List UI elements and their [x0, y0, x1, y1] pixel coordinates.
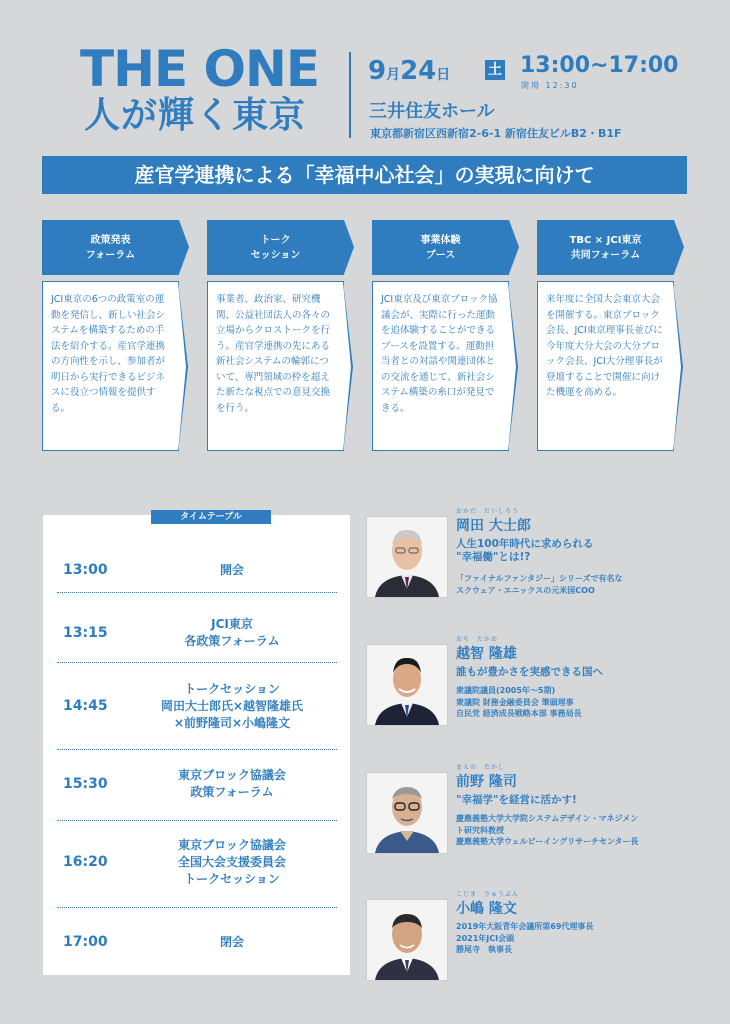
timetable-row: [57, 929, 337, 955]
timetable-row: [57, 766, 337, 802]
row-separator: [57, 749, 337, 750]
speaker-kana: こじま りゅうぶん: [456, 891, 520, 898]
speaker-card: [366, 764, 686, 854]
event-title-en: THE ONE: [80, 40, 320, 98]
program-title: TBC × JCI東京 共同フォーラム: [537, 220, 674, 275]
speaker-description: 衆議院議員(2005年〜5期) 衆議院 財務金融委員会 筆頭理事 自民党 経済成長戦略本部 事務局長: [456, 686, 582, 718]
timetable-row: [57, 615, 337, 651]
speaker-card: [366, 891, 686, 981]
row-separator: [57, 820, 337, 821]
program-body: JCI東京及び東京ブロック協議会が、実際に行った運動を追体験することができるブースを設置する。運動担当者との対話や関連団体との交流を通じて、新社会システム構築の糸口が発見できる。: [372, 281, 509, 451]
row-time: 13:15: [63, 625, 108, 641]
speaker-description: 2019年大阪青年会議所第69代理事長 2021年JCI会頭 勝尾寺 執事長: [456, 922, 594, 954]
row-separator: [57, 907, 337, 908]
speaker-talk-title: 人生100年時代に求められる "幸福働"とは!?: [456, 538, 594, 563]
speaker-name: 越智 隆雄: [456, 646, 517, 662]
speaker-photo: [366, 644, 448, 726]
timetable-row: [57, 835, 337, 889]
program-body: JCI東京の6つの政策室の運動を発信し、新しい社会システムを構築するための手法を紹介する。産官学連携の方向性を示し、参加者が明日から実行できるビジネスに役立つ情報を提供する。: [42, 281, 179, 451]
venue-name: 三井住友ホール: [369, 101, 495, 122]
speaker-card: [366, 636, 686, 726]
timetable: [43, 512, 350, 975]
row-separator: [57, 592, 337, 593]
speaker-name: 前野 隆司: [456, 774, 517, 790]
speaker-name: 岡田 大士郎: [456, 518, 531, 534]
event-title-jp: 人が輝く東京: [84, 95, 307, 136]
program-card: [537, 220, 674, 451]
speaker-photo: [366, 899, 448, 981]
venue-address: 東京都新宿区西新宿2-6-1 新宿住友ビルB2・B1F: [370, 127, 622, 140]
theme-banner: 産官学連携による「幸福中心社会」の実現に向けて: [42, 156, 687, 194]
timetable-label: タイムテーブル: [151, 510, 271, 524]
speaker-talk-title: 誰もが豊かさを実感できる国へ: [456, 666, 603, 678]
row-event: 開会: [219, 562, 244, 577]
date-month: 9: [368, 56, 387, 86]
speaker-name: 小嶋 隆文: [456, 901, 517, 917]
speaker-photo: [366, 772, 448, 854]
program-title: 政策発表 フォーラム: [42, 220, 179, 275]
doors-open: 開場 12:30: [521, 81, 579, 90]
row-event: JCI東京 各政策フォーラム: [184, 617, 280, 648]
speaker-kana: おち たかお: [456, 636, 499, 643]
weekday-badge: 土: [485, 60, 505, 80]
row-event: 東京ブロック協議会 政策フォーラム: [178, 768, 286, 799]
speaker-description: 「ファイナルファンタジー」シリーズで有名な スクウェア・エニックスの元米国COO: [456, 574, 623, 595]
timetable-row: [57, 679, 337, 733]
row-event: 閉会: [219, 934, 244, 949]
speaker-card: [366, 508, 686, 598]
program-card: [42, 220, 179, 451]
row-time: 16:20: [63, 854, 108, 870]
date-month-suffix: 月: [386, 67, 401, 83]
speaker-kana: まえの たかし: [456, 764, 506, 771]
event-date: [368, 56, 450, 86]
row-time: 14:45: [63, 698, 108, 714]
date-day-suffix: 日: [436, 67, 451, 83]
program-card: [207, 220, 344, 451]
row-event: トークセッション 岡田大士郎氏×越智隆雄氏 ×前野隆司×小嶋隆文: [160, 681, 304, 730]
row-event: 東京ブロック協議会 全国大会支援委員会 トークセッション: [177, 837, 286, 886]
row-time: 13:00: [63, 562, 108, 578]
event-time: 13:00~17:00: [520, 53, 679, 78]
row-time: 15:30: [63, 776, 108, 792]
timetable-row: [57, 557, 337, 583]
program-title: トーク セッション: [207, 220, 344, 275]
program-title: 事業体験 ブース: [372, 220, 509, 275]
speaker-description: 慶應義塾大学大学院システムデザイン・マネジメン ト研究科教授 慶應義塾大学ウェルビーイングリサーチセンター長: [456, 814, 639, 846]
speaker-photo: [366, 516, 448, 598]
program-body: 来年度に全国大会東京大会を開催する。東京ブロック会長、JCI東京理事長並びに今年度大分大会の大分ブロック会長、JCI大分理事長が登壇することで開催に向けた機運を高める。: [537, 281, 674, 451]
speaker-talk-title: "幸福学"を経営に活かす!: [456, 794, 577, 806]
speaker-kana: おかだ だいしろう: [456, 508, 520, 515]
program-body: 事業者、政治家、研究機関、公益社団法人の各々の立場からクロストークを行う。産官学連携の先にある新社会システムの輪郭について、専門領域の枠を超えた新たな視点での意見交換を行う。: [207, 281, 344, 451]
row-separator: [57, 662, 337, 663]
header-divider: [349, 52, 351, 138]
date-day: 24: [400, 56, 437, 86]
row-time: 17:00: [63, 934, 108, 950]
program-card: [372, 220, 509, 451]
